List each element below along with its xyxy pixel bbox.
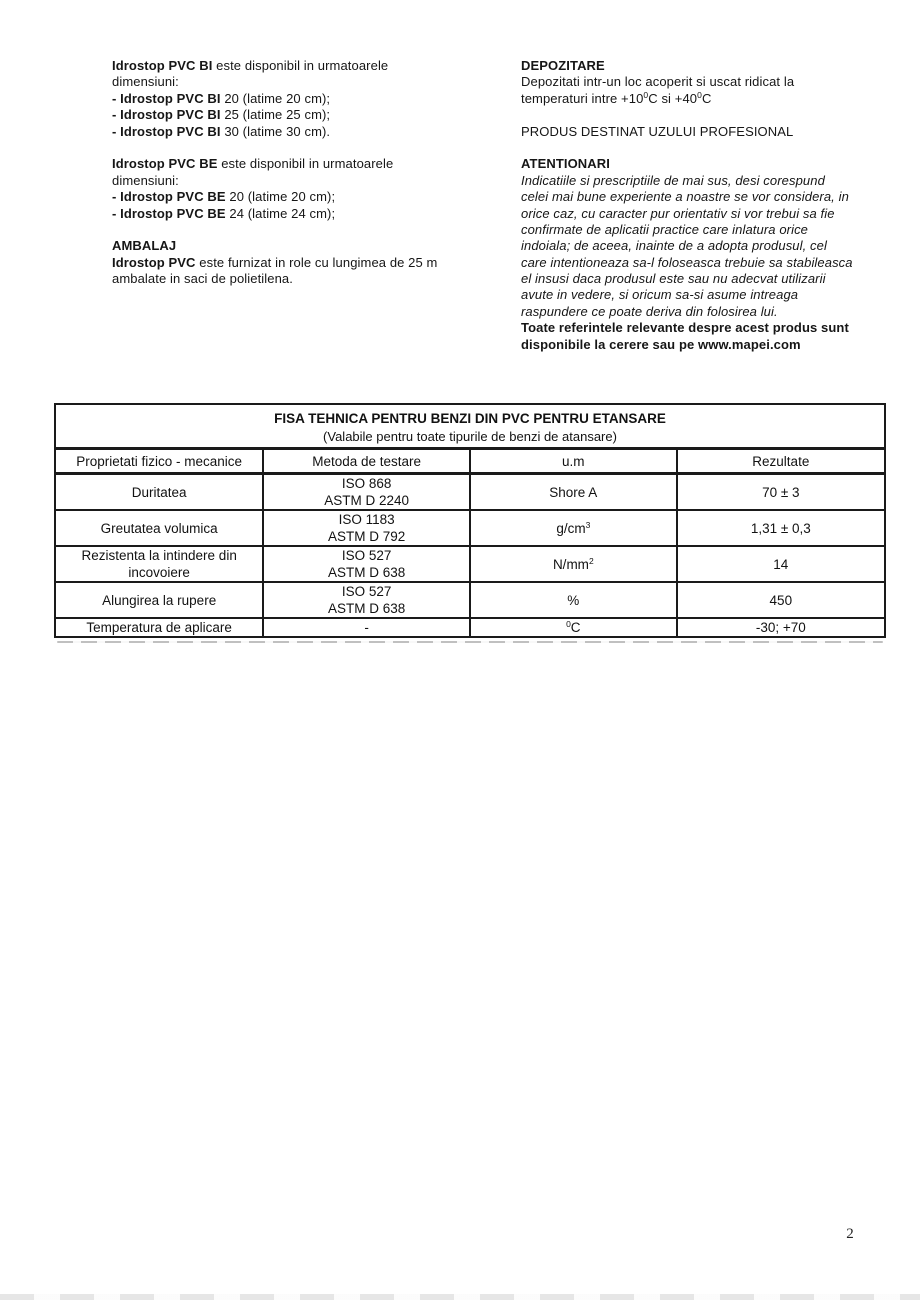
text-line: Idrostop PVC BI este disponibil in urmatoarele [112, 58, 389, 73]
text-line: confirmate de aplicatii practice care inlatura orice [521, 221, 808, 237]
cell-line: C [570, 619, 581, 635]
cell-unit [470, 618, 677, 637]
text-line: orice caz, cu caracter pur orientativ si vor trebui sa fie [521, 205, 835, 221]
cell-line: Rezistenta la intindere din [81, 548, 237, 563]
col-header-properties: Proprietati fizico - mecanice [55, 449, 263, 474]
cell-line: 14 [773, 556, 789, 572]
col-header-unit: u.m [470, 449, 677, 474]
cell-result [677, 618, 885, 637]
text-line: avute in vedere, si oricum sa-si asume intreaga [521, 287, 799, 303]
table-title: FISA TEHNICA PENTRU BENZI DIN PVC PENTRU ETANSARE [274, 410, 666, 426]
cell-line: ISO 1183 [338, 512, 395, 527]
text-line: Idrostop PVC este furnizat in role cu lungimea de 25 m [112, 254, 438, 270]
unit-superscript: 0 [566, 618, 571, 629]
cell-line: 70 ± 3 [762, 484, 800, 500]
cell-property [55, 546, 263, 582]
cell-unit [470, 582, 677, 618]
cell-line: ISO 868 [341, 476, 392, 491]
cell-unit [470, 474, 677, 511]
cell-result [677, 474, 885, 511]
text-line: raspundere ce poate deriva din folosirea lui. [521, 303, 778, 319]
left-text-column [112, 58, 438, 287]
cell-line: 450 [769, 592, 793, 608]
technical-data-table [54, 403, 886, 638]
right-text-column [521, 58, 853, 353]
cell-method [263, 474, 470, 511]
cell-property [55, 510, 263, 546]
scan-artifact-bottom [0, 1294, 920, 1300]
text-line: DEPOZITARE [521, 58, 605, 73]
text-line: Toate referintele relevante despre acest produs sunt [521, 320, 849, 336]
col-header-result: Rezultate [677, 449, 885, 474]
cell-property [55, 618, 263, 637]
cell-property [55, 582, 263, 618]
text-line: Indicatiile si prescriptiile de mai sus, desi corespund [521, 172, 825, 188]
scan-artifact-line [57, 641, 883, 643]
text-line: celei mai bune experiente a noastre se vor considera, in [521, 189, 849, 205]
text-line [521, 107, 853, 123]
text-line [521, 140, 853, 156]
cell-unit [470, 546, 677, 582]
cell-line: g/cm [556, 520, 586, 536]
col-header-test-method: Metoda de testare [263, 449, 470, 474]
cell-result [677, 582, 885, 618]
cell-method [263, 582, 470, 618]
table-row [55, 510, 885, 546]
cell-line: N/mm [552, 556, 589, 572]
text-line: care intentioneaza sa-l foloseasca trebuie sa stabileasca [521, 254, 853, 270]
cell-unit [470, 510, 677, 546]
cell-method [263, 510, 470, 546]
table-row [55, 582, 885, 618]
cell-line: -30; +70 [755, 619, 806, 635]
text-line: - Idrostop PVC BI 25 (latime 25 cm); [112, 107, 331, 123]
text-line: Idrostop PVC BE este disponibil in urmatoarele [112, 156, 394, 172]
cell-line: ASTM D 638 [328, 601, 406, 616]
table-subtitle: (Valabile pentru toate tipurile de benzi de atansare) [323, 428, 617, 444]
cell-line: incovoiere [128, 565, 190, 580]
text-line: dimensiuni: [112, 172, 179, 188]
text-line: el insusi daca produsul este sau nu adecvat utilizarii [521, 271, 826, 287]
cell-result [677, 546, 885, 582]
cell-line: ISO 527 [341, 584, 392, 599]
table-row [55, 474, 885, 511]
text-line: disponibile la cerere sau pe www.mapei.com [521, 336, 801, 352]
text-line: dimensiuni: [112, 74, 179, 90]
cell-line: 1,31 ± 0,3 [750, 520, 811, 536]
cell-line: % [567, 592, 580, 608]
text-line: AMBALAJ [112, 238, 177, 254]
unit-superscript: 2 [588, 555, 594, 566]
cell-method [263, 618, 470, 637]
unit-superscript: 3 [585, 519, 591, 530]
table-title-cell [55, 404, 885, 449]
table-row [55, 546, 885, 582]
cell-result [677, 510, 885, 546]
cell-line: ASTM D 792 [328, 529, 406, 544]
cell-line: Greutatea volumica [100, 520, 218, 536]
table-row [55, 618, 885, 637]
text-line: - Idrostop PVC BI 30 (latime 30 cm). [112, 123, 331, 139]
text-line: - Idrostop PVC BE 24 (latime 24 cm); [112, 205, 336, 221]
text-line: PRODUS DESTINAT UZULUI PROFESIONAL [521, 123, 794, 139]
cell-line: ASTM D 2240 [324, 493, 410, 508]
cell-line: Duritatea [131, 484, 187, 500]
text-line: - Idrostop PVC BI 20 (latime 20 cm); [112, 90, 331, 106]
cell-line: ISO 527 [341, 548, 392, 563]
text-line: - Idrostop PVC BE 20 (latime 20 cm); [112, 189, 336, 205]
text-line: ATENTIONARI [521, 156, 610, 172]
text-line [112, 140, 438, 156]
text-line [112, 222, 438, 238]
cell-method [263, 546, 470, 582]
cell-line: Alungirea la rupere [102, 592, 217, 608]
cell-line: Temperatura de aplicare [86, 620, 232, 635]
page-number: 2 [846, 1226, 854, 1242]
cell-property [55, 474, 263, 511]
text-line: temperaturi intre $+10^0C$ si $+40^0C$ [521, 89, 712, 106]
text-line: ambalate in saci de polietilena. [112, 271, 293, 287]
text-line: Depozitati intr-un loc acoperit si uscat ridicat la [521, 74, 795, 90]
cell-line: - [364, 620, 369, 635]
cell-line: Shore A [549, 484, 598, 500]
text-line: indoiala; de aceea, inainte de a adopta produsul, cel [521, 238, 827, 254]
cell-line: ASTM D 638 [328, 565, 406, 580]
